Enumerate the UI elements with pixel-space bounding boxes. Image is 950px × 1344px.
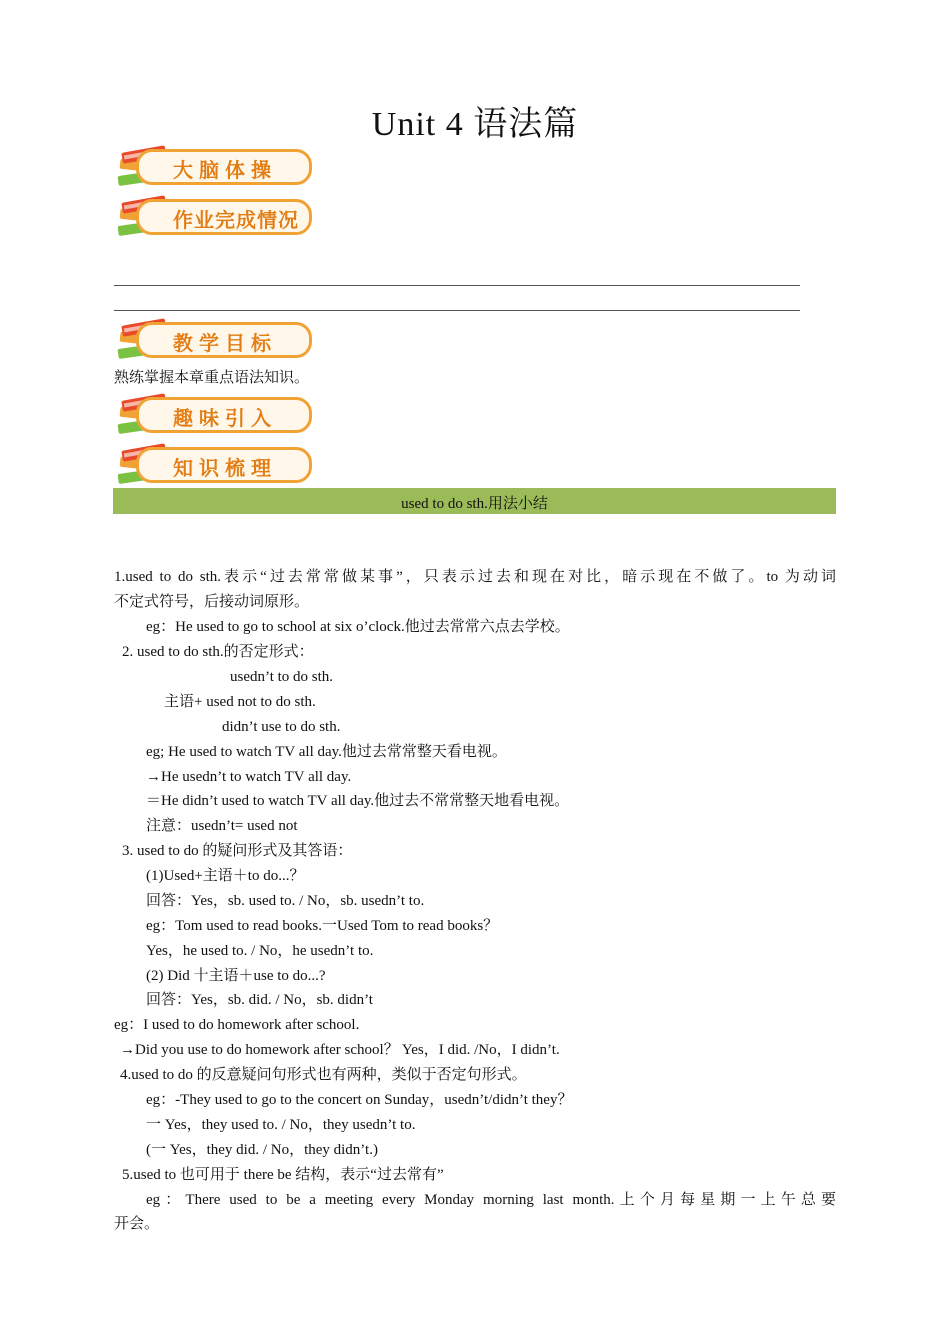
text-line: 注意：usedn’t= used not <box>146 818 298 834</box>
page-title: Unit 4 语法篇 <box>371 106 579 143</box>
text-line: →He usedn’t to watch TV all day. <box>146 769 352 785</box>
text-line: ＝He didn’t used to watch TV all day.他过去不常常整天地看电视。 <box>146 793 570 809</box>
text-line: Yes，he used to. / No，he usedn’t to. <box>146 943 374 959</box>
topic-bar-title: used to do sth.用法小结 <box>401 496 548 512</box>
text-line: 开会。 <box>114 1216 160 1232</box>
text-line: 不定式符号，后接动词原形。 <box>114 594 310 610</box>
text-line: 5.used to 也可用于 there be 结构，表示“过去常有” <box>122 1167 444 1183</box>
text-line: eg; He used to watch TV all day.他过去常常整天看电视。 <box>146 744 507 760</box>
goal-text: 熟练掌握本章重点语法知识。 <box>114 370 310 386</box>
section-label: 知识梳理 <box>173 456 277 480</box>
text-line: 主语+ used not to do sth. <box>164 694 316 710</box>
topic-bar <box>113 488 836 514</box>
text-line: eg：There used to be a meeting every Monday morning last month.上个月每星期一上午总要 <box>146 1192 836 1208</box>
section-badge-brain <box>114 143 310 189</box>
text-line: eg：I used to do homework after school. <box>114 1017 360 1033</box>
section-badge-knowledge <box>114 441 310 487</box>
text-line: (一 Yes，they did. / No，they didn’t.) <box>146 1142 378 1158</box>
section-label: 大脑体操 <box>173 158 277 182</box>
text-line: 回答：Yes，sb. did. / No，sb. didn’t <box>146 992 373 1008</box>
text-line: eg：Tom used to read books.一Used Tom to read books？ <box>146 918 499 934</box>
text-line: usedn’t to do sth. <box>230 669 334 685</box>
text-line: 回答：Yes，sb. used to. / No，sb. usedn’t to. <box>146 893 425 909</box>
text-line: eg：-They used to go to the concert on Sunday，usedn’t/didn’t they？ <box>146 1092 573 1108</box>
text-line: 3. used to do 的疑问形式及其答语： <box>122 843 353 859</box>
text-line: 1.used to do sth.表示“过去常常做某事”，只表示过去和现在对比，暗示现在不做了。to 为动词 <box>114 569 836 585</box>
text-line: (2) Did 十主语＋use to do...? <box>146 968 326 984</box>
section-badge-intro <box>114 391 310 437</box>
text-line: didn’t use to do sth. <box>222 719 341 735</box>
section-badge-homework <box>114 193 310 239</box>
text-line: (1)Used+主语＋to do...？ <box>146 868 305 884</box>
section-label: 趣味引入 <box>173 406 277 430</box>
text-line: 一 Yes，they used to. / No，they usedn’t to. <box>146 1117 416 1133</box>
text-line: 4.used to do 的反意疑问句形式也有两种，类似于否定句形式。 <box>120 1067 527 1083</box>
section-label: 作业完成情况 <box>173 208 299 232</box>
text-line: eg：He used to go to school at six o’clock.他过去常常六点去学校。 <box>146 619 570 635</box>
blank-line <box>114 285 800 286</box>
section-badge-goals <box>114 316 310 362</box>
text-line: →Did you use to do homework after school？ Yes，I did. /No，I didn’t. <box>120 1042 560 1058</box>
text-line: 2. used to do sth.的否定形式： <box>122 644 314 660</box>
section-label: 教学目标 <box>173 331 277 355</box>
blank-line <box>114 310 800 311</box>
